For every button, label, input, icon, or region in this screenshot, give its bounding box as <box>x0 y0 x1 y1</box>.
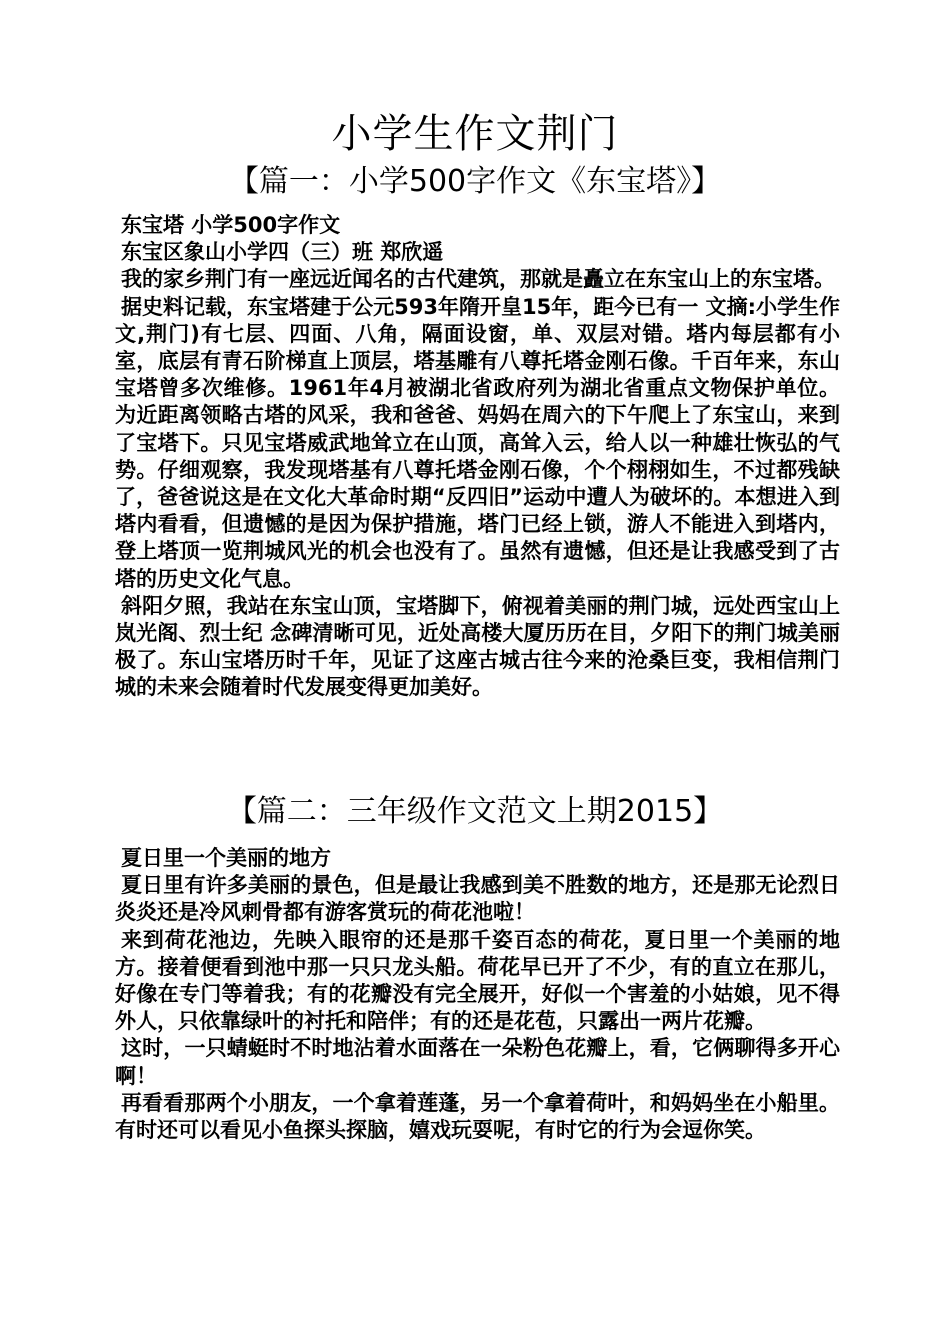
section-2-heading: 【篇二：三年级作文范文上期2015】 <box>226 794 724 829</box>
section-1-paragraph-1: 我的家乡荆门有一座远近闻名的古代建筑，那就是矗立在东宝山上的东宝塔。 <box>121 267 835 292</box>
section-1-paragraph-3: 斜阳夕照，我站在东宝山顶，宝塔脚下，俯视着美丽的荆门城，远处西宝山上岚光阁、烈士纪 念碑清晰可见，近处高楼大厦历历在目，夕阳下的荆门城美丽极了。东山宝塔历时千年，见证了这座古城古往今来的沧桑巨变，我相信荆门城的未来会随着时代发展变得更加美好。 <box>115 593 840 700</box>
section-2-paragraph-2: 来到荷花池边，先映入眼帘的还是那千姿百态的荷花，夏日里一个美丽的地方。接着便看到池中那一只只龙头船。荷花早已开了不少，有的直立在那儿，好像在专门等着我；有的花瓣没有完全展开，好似一个害羞的小姑娘，见不得外人，只依靠绿叶的衬托和陪伴；有的还是花苞，只露出一两片花瓣。 <box>115 927 840 1034</box>
section-1-author-line: 东宝区象山小学四（三）班 郑欣遥 <box>121 240 444 265</box>
document-title: 小学生作文荆门 <box>331 111 619 157</box>
section-1-heading: 【篇一：小学500字作文《东宝塔》】 <box>228 164 722 199</box>
section-2-subtitle: 夏日里一个美丽的地方 <box>121 846 331 870</box>
section-1-subtitle: 东宝塔 小学500字作文 <box>121 213 341 237</box>
section-2-paragraph-1: 夏日里有许多美丽的景色，但是最让我感到美不胜数的地方，还是那无论烈日炎炎还是冷风刺骨都有游客赏玩的荷花池啦！ <box>115 873 840 925</box>
section-2-paragraph-3: 这时，一只蜻蜓时不时地沾着水面落在一朵粉色花瓣上，看，它俩聊得多开心啊！ <box>115 1036 840 1088</box>
section-2-body <box>115 845 840 1144</box>
section-1-paragraph-2: 据史料记载，东宝塔建于公元593年隋开皇15年，距今已有一 文摘:小学生作文,荆门)有七层、四面、八角，隔面设窗，单、双层对错。塔内每层都有小室，底层有青石阶梯直上顶层，塔基雕有八尊托塔金刚石像。千百年来，东山宝塔曾多次维修。1961年4月被湖北省政府列为湖北省重点文物保护单位。 为近距离领略古塔的风采，我和爸爸、妈妈在周六的下午爬上了东宝山，来到了宝塔下。只见宝塔威武地耸立在山顶，高耸入云，给人以一种雄壮恢弘的气势。仔细观察，我发现塔基有八尊托塔金刚石像，个个栩栩如生，不过都残缺了，爸爸说这是在文化大革命时期“反四旧”运动中遭人为破坏的。本想进入到塔内看看，但遗憾的是因为保护措施，塔门已经上锁，游人不能进入到塔内，登上塔顶一览荆城风光的机会也没有了。虽然有遗憾，但还是让我感受到了古塔的历史文化气息。 <box>115 294 840 591</box>
section-2-paragraph-4: 再看看那两个小朋友，一个拿着莲蓬，另一个拿着荷叶，和妈妈坐在小船里。有时还可以看见小鱼探头探脑，嬉戏玩耍呢，有时它的行为会逗你笑。 <box>115 1090 840 1143</box>
section-1-body <box>115 212 840 702</box>
